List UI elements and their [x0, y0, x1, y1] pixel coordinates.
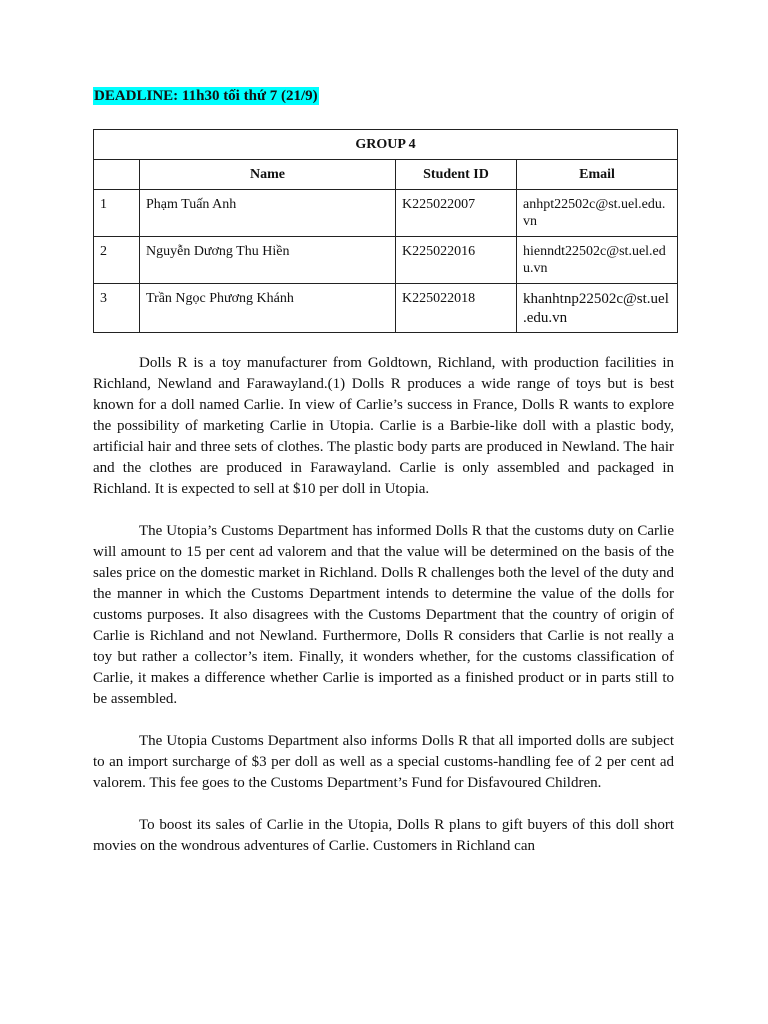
- group-title: GROUP 4: [94, 130, 678, 160]
- row-number: 3: [94, 284, 140, 333]
- row-email: anhpt22502c@st.uel.edu.vn: [517, 190, 678, 237]
- table-row: [94, 284, 678, 333]
- paragraph: The Utopia Customs Department also informs Dolls R that all imported dolls are subject to an import surcharge of $3 per doll as well as a special customs-handling fee of 2 per cent ad valorem. This fee goes to the Customs Department’s Fund for Disfavoured Children.: [93, 733, 674, 791]
- row-student-id: K225022007: [396, 190, 517, 237]
- row-name: Trần Ngọc Phương Khánh: [140, 284, 396, 333]
- deadline-highlight: DEADLINE: 11h30 tối thứ 7 (21/9): [94, 88, 318, 104]
- table-row: [94, 190, 678, 237]
- paragraph: To boost its sales of Carlie in the Utopia, Dolls R plans to gift buyers of this doll short movies on the wondrous adventures of Carlie. Customers in Richland can: [93, 817, 674, 854]
- row-number: 1: [94, 190, 140, 237]
- table-row: [94, 237, 678, 284]
- paragraph: Dolls R is a toy manufacturer from Goldtown, Richland, with production facilities in Richland, Newland and Farawayland.(1) Dolls R produces a wide range of toys but is best known for a doll named Carlie. In view of Carlie’s success in France, Dolls R wants to explore the possibility of marketing Carlie in Utopia. Carlie is a Barbie-like doll with a plastic body, artificial hair and three sets of clothes. The plastic body parts are produced in Newland. The hair and the clothes are produced in Farawayland. Carlie is only assembled and packaged in Richland. It is expected to sell at $10 per doll in Utopia.: [93, 355, 674, 497]
- row-student-id: K225022018: [396, 284, 517, 333]
- table-header-row: [94, 160, 678, 190]
- header-no: [94, 160, 140, 190]
- row-name: Phạm Tuấn Anh: [140, 190, 396, 237]
- header-name: Name: [140, 160, 396, 190]
- row-name: Nguyễn Dương Thu Hiền: [140, 237, 396, 284]
- row-student-id: K225022016: [396, 237, 517, 284]
- case-study-text: [93, 353, 674, 878]
- row-email: hienndt22502c@st.uel.edu.vn: [517, 237, 678, 284]
- row-email: khanhtnp22502c@st.uel.edu.vn: [517, 284, 678, 333]
- header-email: Email: [517, 160, 678, 190]
- paragraph: The Utopia’s Customs Department has informed Dolls R that the customs duty on Carlie will amount to 15 per cent ad valorem and that the value will be determined on the basis of the sales price on the domestic market in Richland. Dolls R challenges both the level of the duty and the manner in which the Customs Department intends to determine the value of the dolls for customs purposes. It also disagrees with the Customs Department that the country of origin of Carlie is Richland and not Newland. Furthermore, Dolls R considers that Carlie is not really a toy but rather a collector’s item. Finally, it wonders whether, for the customs classification of Carlie, it makes a difference whether Carlie is imported as a finished product or in parts still to be assembled.: [93, 523, 674, 707]
- header-student-id: Student ID: [396, 160, 517, 190]
- table-title-row: [94, 130, 678, 160]
- row-number: 2: [94, 237, 140, 284]
- group-table: [93, 129, 678, 333]
